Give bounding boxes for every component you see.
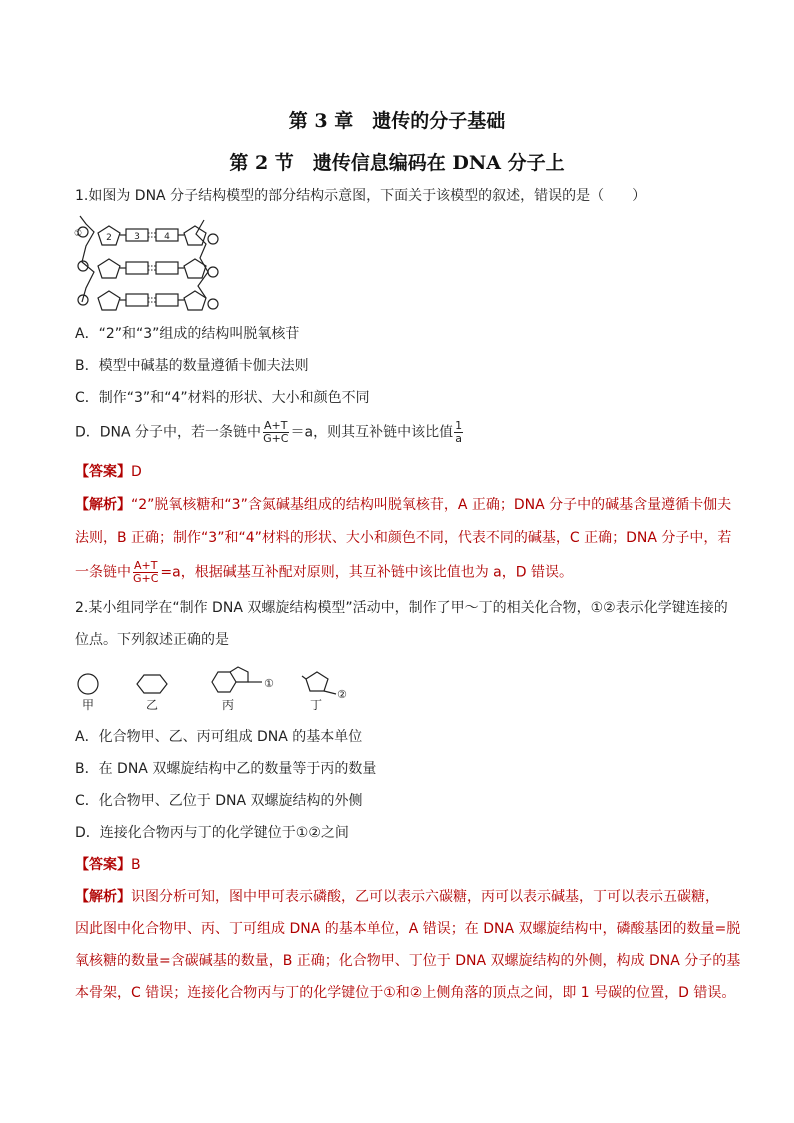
q1-analysis-text-1: “2”脱氧核糖和“3”含氮碱基组成的结构叫脱氧核苷，A 正确；DNA 分子中的碱基含量遵循卡伽夫	[131, 497, 732, 513]
q1-option-d	[75, 420, 464, 445]
q2-label-ding: 丁	[310, 698, 323, 712]
q2-compound-ding-pentagon	[306, 672, 328, 691]
q2-label-jia: 甲	[82, 698, 95, 712]
q1-analysis-fraction-denominator: G+C	[133, 572, 159, 585]
q1-figure-label-2: 2	[106, 233, 112, 243]
q2-bond-site-2: ②	[337, 688, 347, 701]
q1-option-c: C．制作“3”和“4”材料的形状、大小和颜色不同	[75, 390, 370, 406]
q1-option-d-fraction-numerator: A+T	[264, 419, 288, 432]
q2-option-c: C．化合物甲、乙位于 DNA 双螺旋结构的外侧	[75, 793, 363, 809]
q1-answer	[75, 462, 142, 482]
q1-figure-label-1: ①	[73, 229, 83, 239]
q2-option-b: B．在 DNA 双螺旋结构中乙的数量等于丙的数量	[75, 761, 377, 777]
q2-stem-line-2: 位点。下列叙述正确的是	[75, 632, 229, 648]
q1-figure-label-4: 4	[164, 232, 170, 242]
q2-answer	[75, 855, 141, 875]
q1-analysis-fraction	[132, 560, 159, 585]
q1-analysis-fraction-numerator: A+T	[133, 559, 158, 572]
q2-analysis-line-2: 因此图中化合物甲、丙、丁可组成 DNA 的基本单位，A 错误；在 DNA 双螺旋结构中，磷酸基团的数量=脱	[75, 921, 741, 937]
q2-analysis-text-1: 识图分析可知，图中甲可表示磷酸，乙可以表示六碳糖，丙可以表示碱基，丁可以表示五碳糖，	[131, 889, 719, 905]
q1-analysis-text-3-post: =a，根据碱基互补配对原则，其互补链中该比值也为 a，D 错误。	[160, 564, 573, 581]
q1-answer-tag: 【答案】	[75, 464, 131, 480]
q2-analysis-line-4: 本骨架，C 错误；连接化合物丙与丁的化学键位于①和②上侧角落的顶点之间，即 1 号碳的位置，D 错误。	[75, 985, 736, 1001]
q1-option-d-fraction-denominator: G+C	[263, 432, 289, 445]
q1-analysis-text-3-pre: 一条链中	[75, 564, 131, 581]
q1-analysis-line-3	[75, 560, 573, 585]
q1-option-d-fraction-2	[454, 420, 463, 445]
q2-compound-jia-circle	[78, 674, 98, 694]
q1-analysis-line-2: 法则，B 正确；制作“3”和“4”材料的形状、大小和颜色不同，代表不同的碱基，C 正确；DNA 分子中，若	[75, 530, 732, 546]
q2-answer-value: B	[131, 857, 141, 873]
section-title: 第 2 节 遗传信息编码在 DNA 分子上	[229, 152, 565, 174]
q2-option-d: D．连接化合物丙与丁的化学键位于①②之间	[75, 825, 349, 841]
q1-stem: 1.如图为 DNA 分子结构模型的部分结构示意图，下面关于该模型的叙述，错误的是（ ）	[75, 188, 647, 204]
q1-dna-structure-figure	[72, 210, 230, 312]
q1-option-d-fraction	[262, 420, 289, 445]
q1-analysis-line-1	[75, 495, 731, 515]
q2-label-bing: 丙	[222, 698, 235, 712]
q2-compounds-figure	[72, 660, 362, 712]
q2-analysis-line-1	[75, 887, 719, 907]
q1-option-a: A．“2”和“3”组成的结构叫脱氧核苷	[75, 326, 300, 342]
q2-label-yi: 乙	[146, 698, 159, 712]
q2-compound-bing-rings	[212, 672, 236, 692]
q1-option-b: B．模型中碱基的数量遵循卡伽夫法则	[75, 358, 309, 374]
q2-bond-site-1: ①	[264, 677, 274, 690]
q2-analysis-line-3: 氧核糖的数量=含碳碱基的数量，B 正确；化合物甲、丁位于 DNA 双螺旋结构的外侧，构成 DNA 分子的基	[75, 953, 741, 969]
q1-option-d-fraction-2-denominator: a	[455, 432, 462, 445]
q2-stem-line-1: 2.某小组同学在“制作 DNA 双螺旋结构模型”活动中，制作了甲～丁的相关化合物，①②表示化学键连接的	[75, 600, 728, 616]
q1-option-d-fraction-2-numerator: 1	[455, 419, 463, 432]
chapter-title: 第 3 章 遗传的分子基础	[288, 110, 506, 132]
q2-compound-yi-hexagon	[137, 675, 167, 693]
q2-answer-tag: 【答案】	[75, 857, 131, 873]
q1-analysis-tag: 【解析】	[75, 497, 131, 513]
q1-option-d-text-mid: ＝a，则其互补链中该比值	[290, 424, 454, 441]
q2-option-a: A．化合物甲、乙、丙可组成 DNA 的基本单位	[75, 729, 363, 745]
q1-figure-label-3: 3	[134, 232, 140, 242]
q2-analysis-tag: 【解析】	[75, 889, 131, 905]
q1-answer-value: D	[131, 464, 142, 480]
q1-option-d-text-pre: D．DNA 分子中，若一条链中	[75, 424, 262, 441]
